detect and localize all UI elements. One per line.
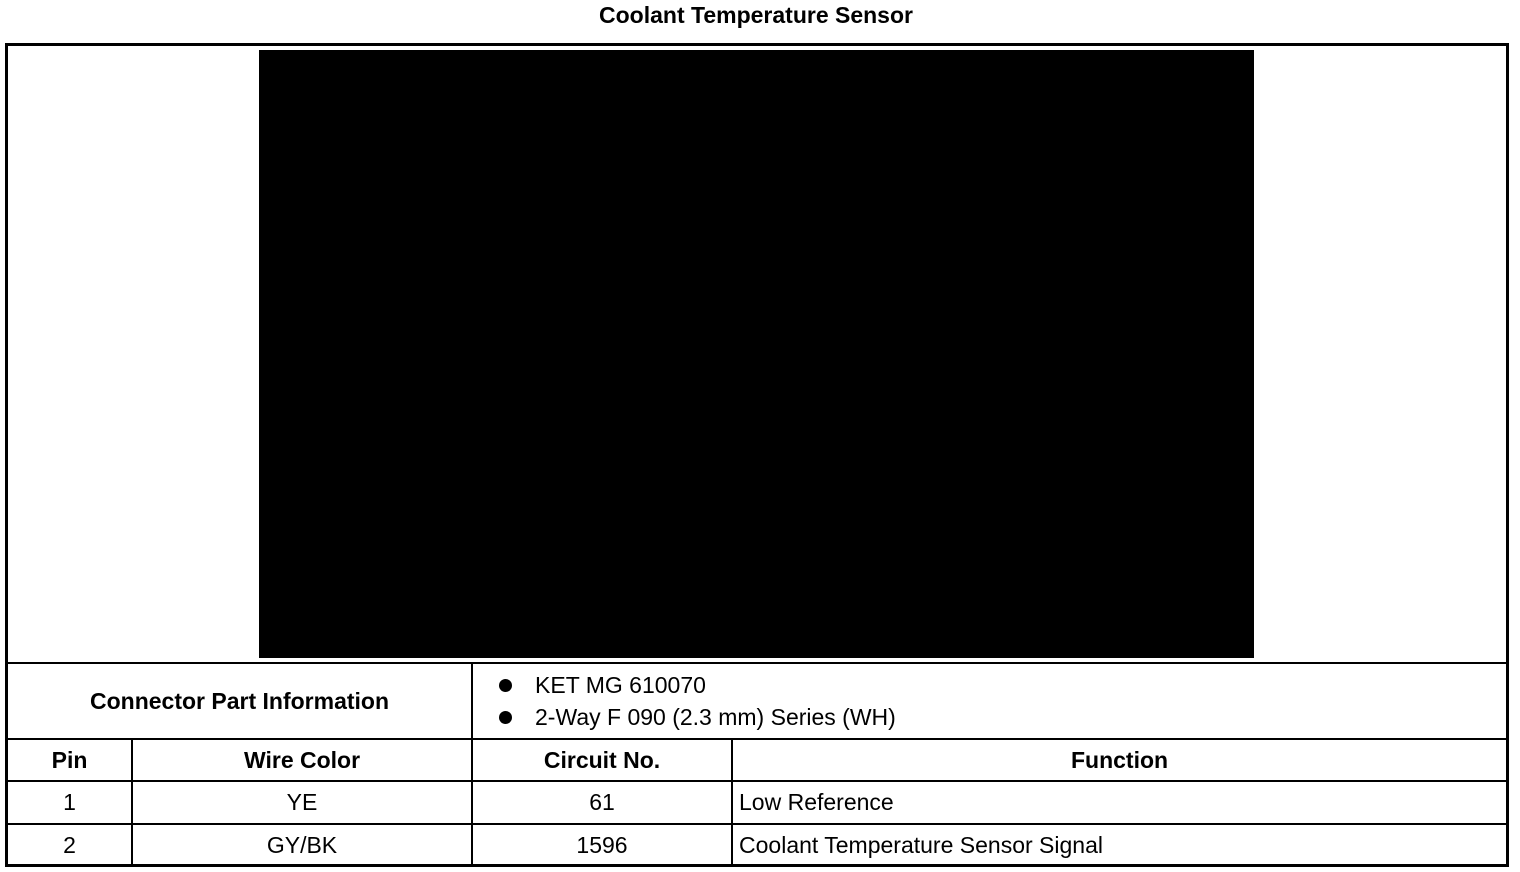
list-item (499, 701, 1500, 733)
cell-function: Low Reference (732, 781, 1506, 824)
connector-part-list (479, 669, 1500, 733)
cell-function: Coolant Temperature Sensor Signal (732, 824, 1506, 866)
table-row (8, 824, 1506, 866)
cell-wire-color: GY/BK (132, 824, 472, 866)
bullet-icon (499, 711, 512, 724)
cell-pin: 2 (8, 824, 132, 866)
connector-part-info (472, 664, 1506, 739)
cell-circuit-no: 1596 (472, 824, 732, 866)
header-pin: Pin (8, 739, 132, 781)
page-title: Coolant Temperature Sensor (599, 2, 913, 28)
part-series: 2-Way F 090 (2.3 mm) Series (WH) (535, 704, 896, 730)
connector-part-row (8, 664, 1506, 739)
cell-circuit-no: 61 (472, 781, 732, 824)
table-header-row (8, 739, 1506, 781)
list-item (499, 669, 1500, 701)
header-function: Function (732, 739, 1506, 781)
table-row (8, 781, 1506, 824)
connector-table (8, 664, 1506, 866)
cell-wire-color: YE (132, 781, 472, 824)
connector-frame (5, 43, 1509, 867)
bullet-icon (499, 679, 512, 692)
header-circuit-no: Circuit No. (472, 739, 732, 781)
part-number: KET MG 610070 (535, 672, 706, 698)
connector-image (259, 50, 1254, 658)
connector-part-label: Connector Part Information (8, 664, 472, 739)
header-wire-color: Wire Color (132, 739, 472, 781)
cell-pin: 1 (8, 781, 132, 824)
connector-image-area (8, 46, 1506, 664)
